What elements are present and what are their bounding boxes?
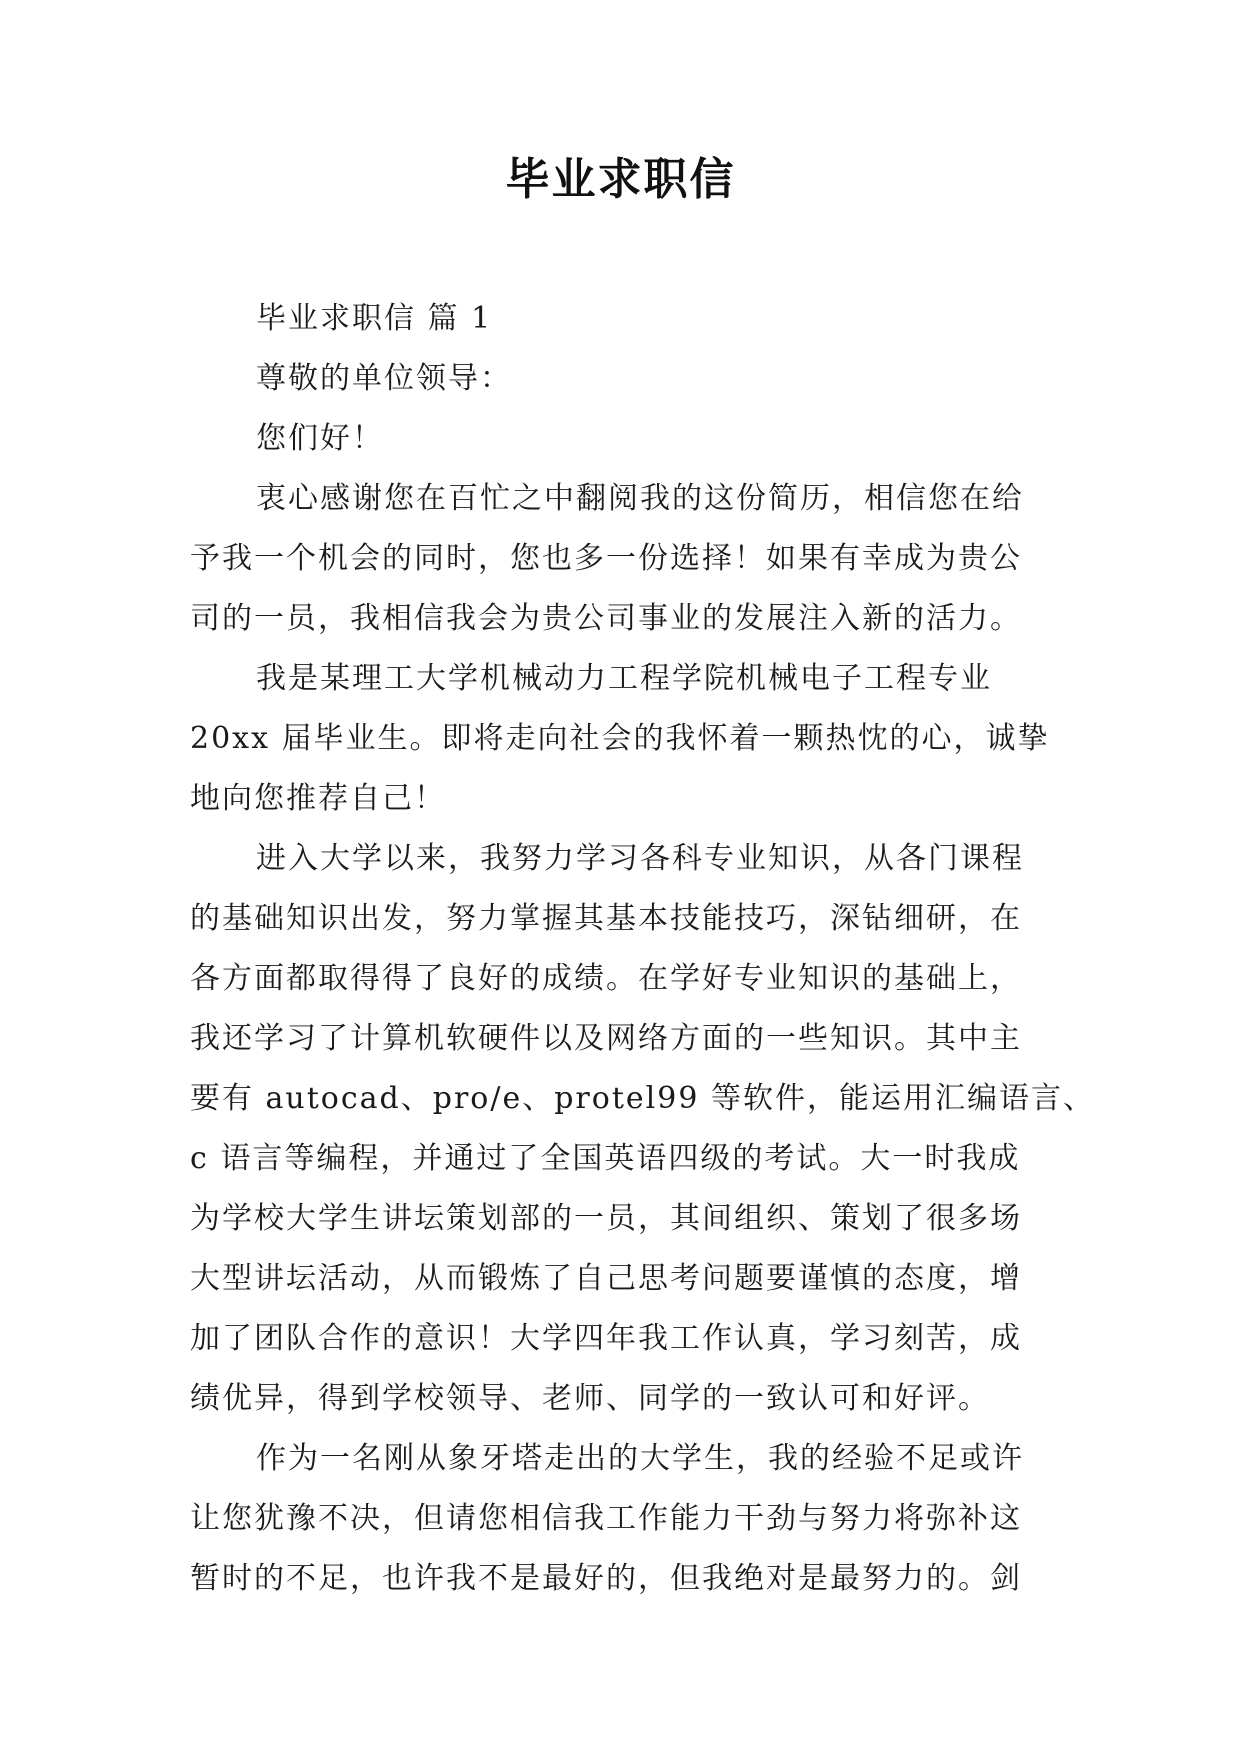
text-line: 各方面都取得得了良好的成绩。在学好专业知识的基础上， — [190, 961, 1022, 996]
text-line: 要有 autocad、pro/e、protel99 等软件，能运用汇编语言、 — [190, 1081, 1095, 1116]
text-line: 我是某理工大学机械动力工程学院机械电子工程专业 — [256, 661, 992, 696]
text-line: c 语言等编程，并通过了全国英语四级的考试。大一时我成 — [190, 1141, 1021, 1176]
text-line: 作为一名刚从象牙塔走出的大学生，我的经验不足或许 — [256, 1441, 1024, 1476]
text-line: 让您犹豫不决，但请您相信我工作能力干劲与努力将弥补这 — [190, 1501, 1022, 1536]
text-line: 的基础知识出发，努力掌握其基本技能技巧，深钻细研，在 — [190, 901, 1022, 936]
text-line: 暂时的不足，也许我不是最好的，但我绝对是最努力的。剑 — [190, 1561, 1022, 1596]
text-line: 您们好！ — [256, 421, 384, 456]
text-line: 毕业求职信 篇 1 — [256, 301, 493, 336]
text-line: 大型讲坛活动，从而锻炼了自己思考问题要谨慎的态度，增 — [190, 1261, 1022, 1296]
text-line: 加了团队合作的意识！大学四年我工作认真，学习刻苦，成 — [190, 1321, 1022, 1356]
text-line: 我还学习了计算机软硬件以及网络方面的一些知识。其中主 — [190, 1021, 1022, 1056]
text-line: 予我一个机会的同时，您也多一份选择！如果有幸成为贵公 — [190, 541, 1022, 576]
text-line: 20xx 届毕业生。即将走向社会的我怀着一颗热忱的心，诚挚 — [190, 721, 1050, 756]
text-line: 衷心感谢您在百忙之中翻阅我的这份简历，相信您在给 — [256, 481, 1024, 516]
document-title: 毕业求职信 — [505, 154, 736, 205]
text-line: 地向您推荐自己！ — [190, 781, 446, 816]
text-line: 尊敬的单位领导： — [256, 361, 512, 396]
text-line: 为学校大学生讲坛策划部的一员，其间组织、策划了很多场 — [190, 1201, 1022, 1236]
document-body — [190, 289, 1095, 1609]
text-line: 进入大学以来，我努力学习各科专业知识，从各门课程 — [256, 841, 1024, 876]
text-line: 绩优异，得到学校领导、老师、同学的一致认可和好评。 — [190, 1381, 990, 1416]
text-line: 司的一员，我相信我会为贵公司事业的发展注入新的活力。 — [190, 601, 1022, 636]
